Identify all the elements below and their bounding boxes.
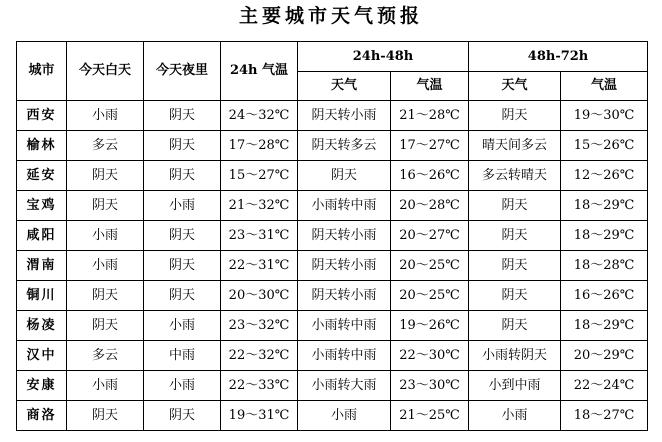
temp-72h-cell: 12～26℃ <box>561 161 648 191</box>
header-today-day: 今天白天 <box>67 42 144 101</box>
table-row <box>17 371 648 401</box>
temp-48h-cell: 20～25℃ <box>391 251 469 281</box>
weather-48h-cell: 小雨转中雨 <box>298 311 391 341</box>
today-day-cell: 阴天 <box>67 191 144 221</box>
weather-48h-cell: 阴天转多云 <box>298 131 391 161</box>
temp-24h-cell: 23～31℃ <box>221 221 298 251</box>
tonight-cell: 小雨 <box>144 191 221 221</box>
temp-48h-cell: 22～30℃ <box>391 341 469 371</box>
temp-72h-cell: 15～26℃ <box>561 131 648 161</box>
temp-24h-cell: 22～33℃ <box>221 371 298 401</box>
weather-48h-cell: 小雨转中雨 <box>298 341 391 371</box>
city-cell: 汉中 <box>17 341 67 371</box>
city-cell: 宝鸡 <box>17 191 67 221</box>
temp-72h-cell: 16～26℃ <box>561 281 648 311</box>
header-tonight: 今天夜里 <box>144 42 221 101</box>
today-day-cell: 阴天 <box>67 311 144 341</box>
temp-48h-cell: 20～28℃ <box>391 191 469 221</box>
city-cell: 延安 <box>17 161 67 191</box>
temp-72h-cell: 18～27℃ <box>561 401 648 431</box>
header-weather-72h: 天气 <box>469 72 561 101</box>
city-cell: 铜川 <box>17 281 67 311</box>
page-title: 主要城市天气预报 <box>238 5 423 27</box>
header-city: 城市 <box>17 42 67 101</box>
table-row <box>17 311 648 341</box>
header-temp-72h: 气温 <box>561 72 648 101</box>
weather-48h-cell: 小雨转大雨 <box>298 371 391 401</box>
city-cell: 商洛 <box>17 401 67 431</box>
temp-72h-cell: 18～29℃ <box>561 221 648 251</box>
city-cell: 渭南 <box>17 251 67 281</box>
temp-24h-cell: 15～27℃ <box>221 161 298 191</box>
today-day-cell: 多云 <box>67 131 144 161</box>
header-temp-24h: 24h 气温 <box>221 42 298 101</box>
table-row <box>17 221 648 251</box>
weather-72h-cell: 阴天 <box>469 311 561 341</box>
header-weather-48h: 天气 <box>298 72 391 101</box>
tonight-cell: 阴天 <box>144 221 221 251</box>
weather-48h-cell: 小雨转中雨 <box>298 191 391 221</box>
weather-72h-cell: 晴天间多云 <box>469 131 561 161</box>
weather-72h-cell: 阴天 <box>469 221 561 251</box>
table-row <box>17 161 648 191</box>
tonight-cell: 中雨 <box>144 341 221 371</box>
tonight-cell: 阴天 <box>144 401 221 431</box>
today-day-cell: 小雨 <box>67 371 144 401</box>
city-cell: 安康 <box>17 371 67 401</box>
temp-24h-cell: 21～32℃ <box>221 191 298 221</box>
weather-72h-cell: 阴天 <box>469 191 561 221</box>
weather-48h-cell: 阴天转小雨 <box>298 101 391 131</box>
temp-48h-cell: 23～30℃ <box>391 371 469 401</box>
today-day-cell: 小雨 <box>67 251 144 281</box>
temp-24h-cell: 22～32℃ <box>221 341 298 371</box>
forecast-body <box>17 101 648 431</box>
today-day-cell: 小雨 <box>67 221 144 251</box>
temp-24h-cell: 23～32℃ <box>221 311 298 341</box>
today-day-cell: 多云 <box>67 341 144 371</box>
weather-72h-cell: 小雨转阴天 <box>469 341 561 371</box>
temp-72h-cell: 18～29℃ <box>561 311 648 341</box>
forecast-table <box>16 41 648 431</box>
temp-72h-cell: 19～30℃ <box>561 101 648 131</box>
temp-48h-cell: 20～25℃ <box>391 281 469 311</box>
temp-48h-cell: 16～26℃ <box>391 161 469 191</box>
weather-72h-cell: 小雨 <box>469 401 561 431</box>
temp-72h-cell: 20～29℃ <box>561 341 648 371</box>
temp-24h-cell: 19～31℃ <box>221 401 298 431</box>
temp-72h-cell: 18～28℃ <box>561 251 648 281</box>
table-row <box>17 191 648 221</box>
table-row <box>17 341 648 371</box>
header-row-top <box>17 42 648 72</box>
temp-24h-cell: 17～28℃ <box>221 131 298 161</box>
tonight-cell: 阴天 <box>144 131 221 161</box>
weather-48h-cell: 小雨 <box>298 401 391 431</box>
weather-48h-cell: 阴天转小雨 <box>298 281 391 311</box>
city-cell: 西安 <box>17 101 67 131</box>
weather-72h-cell: 小到中雨 <box>469 371 561 401</box>
weather-72h-cell: 多云转晴天 <box>469 161 561 191</box>
tonight-cell: 阴天 <box>144 281 221 311</box>
weather-48h-cell: 阴天转小雨 <box>298 251 391 281</box>
table-row <box>17 401 648 431</box>
temp-48h-cell: 20～27℃ <box>391 221 469 251</box>
tonight-cell: 阴天 <box>144 251 221 281</box>
city-cell: 咸阳 <box>17 221 67 251</box>
tonight-cell: 小雨 <box>144 371 221 401</box>
temp-24h-cell: 24～32℃ <box>221 101 298 131</box>
today-day-cell: 阴天 <box>67 401 144 431</box>
city-cell: 杨凌 <box>17 311 67 341</box>
temp-24h-cell: 20～30℃ <box>221 281 298 311</box>
temp-24h-cell: 22～31℃ <box>221 251 298 281</box>
today-day-cell: 阴天 <box>67 161 144 191</box>
today-day-cell: 阴天 <box>67 281 144 311</box>
temp-48h-cell: 21～25℃ <box>391 401 469 431</box>
tonight-cell: 阴天 <box>144 161 221 191</box>
city-cell: 榆林 <box>17 131 67 161</box>
table-row <box>17 251 648 281</box>
weather-48h-cell: 阴天转小雨 <box>298 221 391 251</box>
table-row <box>17 131 648 161</box>
tonight-cell: 阴天 <box>144 101 221 131</box>
table-row <box>17 281 648 311</box>
temp-72h-cell: 22～24℃ <box>561 371 648 401</box>
temp-48h-cell: 21～28℃ <box>391 101 469 131</box>
header-group-48h: 24h-48h <box>298 42 469 72</box>
temp-48h-cell: 19～26℃ <box>391 311 469 341</box>
today-day-cell: 小雨 <box>67 101 144 131</box>
weather-72h-cell: 阴天 <box>469 251 561 281</box>
tonight-cell: 小雨 <box>144 311 221 341</box>
weather-72h-cell: 阴天 <box>469 101 561 131</box>
header-group-72h: 48h-72h <box>469 42 648 72</box>
table-row <box>17 101 648 131</box>
weather-48h-cell: 阴天 <box>298 161 391 191</box>
temp-72h-cell: 18～29℃ <box>561 191 648 221</box>
header-temp-48h: 气温 <box>391 72 469 101</box>
temp-48h-cell: 17～27℃ <box>391 131 469 161</box>
weather-72h-cell: 阴天 <box>469 281 561 311</box>
